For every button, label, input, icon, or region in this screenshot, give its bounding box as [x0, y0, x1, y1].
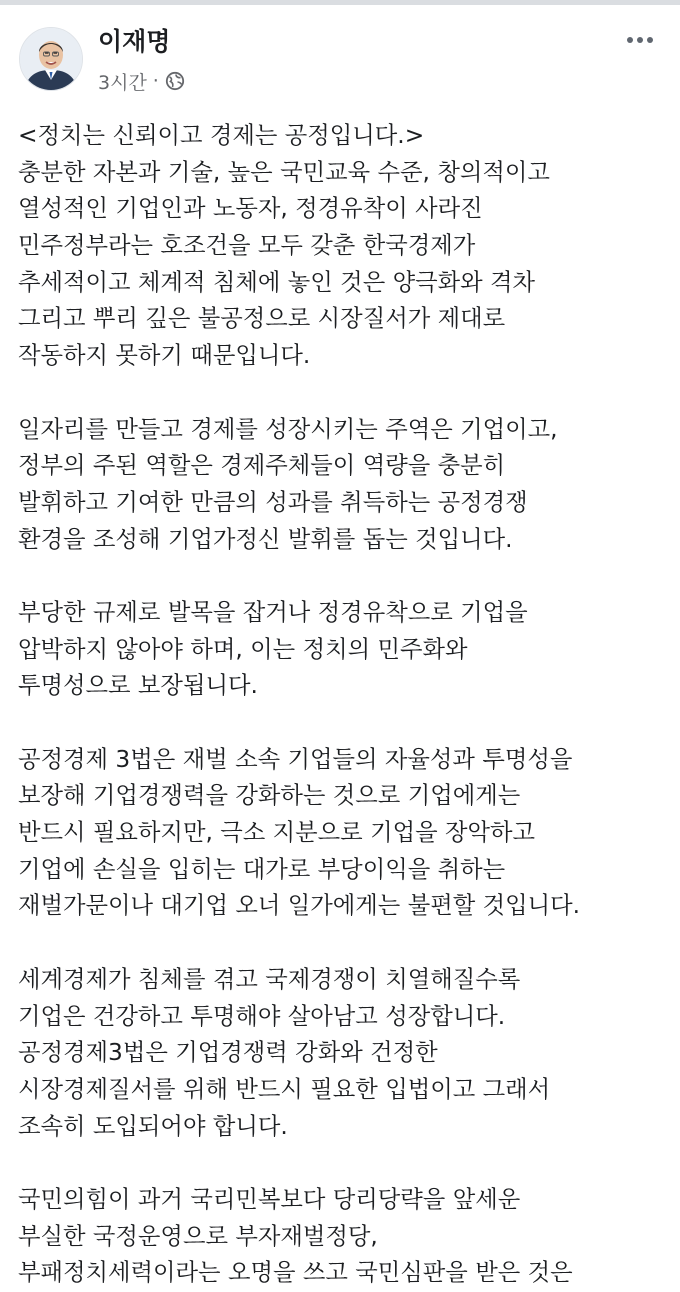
post-text-line: 발휘하고 기여한 만큼의 성과를 취득하는 공정경쟁 [18, 488, 528, 516]
paragraph-gap [18, 375, 680, 412]
author-avatar[interactable] [19, 27, 83, 91]
author-name[interactable]: 이재명 [98, 27, 171, 56]
meta-separator: · [152, 70, 159, 92]
more-options-icon[interactable] [620, 25, 660, 55]
post-meta [98, 68, 185, 94]
paragraph-gap [18, 705, 680, 742]
post-text-line: 보장해 기업경쟁력을 강화하는 것으로 기업에게는 [18, 782, 521, 810]
post-text-line: <정치는 신뢰이고 경제는 공정입니다.> [18, 122, 425, 149]
post-text-line: 공정경제 3법은 재벌 소속 기업들의 자율성과 투명성을 [18, 745, 573, 773]
post-text-line: 기업은 건강하고 투명해야 살아남고 성장합니다. [18, 1002, 506, 1030]
post-text-line: 부당한 규제로 발목을 잡거나 정경유착으로 기업을 [18, 598, 528, 626]
post-text-line: 충분한 자본과 기술, 높은 국민교육 수준, 창의적이고 [18, 158, 550, 186]
post-text-line: 투명성으로 보장됩니다. [18, 672, 258, 700]
post-text-line: 정부의 주된 역할은 경제주체들이 역량을 충분히 [18, 452, 506, 480]
post-text-line: 작동하지 못하기 때문입니다. [18, 342, 311, 370]
paragraph-gap [18, 925, 680, 962]
post-text-line: 압박하지 않아야 하며, 이는 정치의 민주화와 [18, 635, 468, 663]
post-timestamp[interactable]: 3시간 [98, 71, 147, 94]
post-text-line: 열성적인 기업인과 노동자, 정경유착이 사라진 [18, 195, 483, 223]
paragraph-gap [18, 1145, 680, 1182]
post-text-line: 국민의힘이 과거 국리민복보다 당리당략을 앞세운 [18, 1185, 521, 1213]
post-text-line: 그리고 뿌리 깊은 불공정으로 시장질서가 제대로 [18, 305, 506, 333]
post-text-line: 추세적이고 체계적 침체에 놓인 것은 양극화와 격차 [18, 268, 536, 296]
post-text [18, 118, 680, 1292]
post-header [0, 5, 680, 105]
post-text-line: 시장경제질서를 위해 반드시 필요한 입법이고 그래서 [18, 1075, 551, 1103]
more-dot [647, 37, 653, 43]
post-text-line: 공정경제3법은 기업경쟁력 강화와 건정한 [18, 1039, 438, 1067]
post-text-line: 환경을 조성해 기업가정신 발휘를 돕는 것입니다. [18, 525, 513, 553]
globe-icon[interactable] [165, 71, 185, 91]
paragraph-gap [18, 558, 680, 595]
post-text-line: 반드시 필요하지만, 극소 지분으로 기업을 장악하고 [18, 819, 536, 847]
post-text-line: 기업에 손실을 입히는 대가로 부당이익을 취하는 [18, 855, 506, 883]
post-text-line: 부실한 국정운영으로 부자재벌정당, [18, 1222, 378, 1250]
post-text-line: 민주정부라는 호조건을 모두 갖춘 한국경제가 [18, 232, 476, 260]
post-text-line: 조속히 도입되어야 합니다. [18, 1112, 288, 1140]
post-text-line: 일자리를 만들고 경제를 성장시키는 주역은 기업이고, [18, 415, 558, 443]
post-text-line: 재벌가문이나 대기업 오너 일가에게는 불편할 것입니다. [18, 892, 581, 920]
more-dot [637, 37, 643, 43]
post-text-line: 부패정치세력이라는 오명을 쓰고 국민심판을 받은 것은 [18, 1259, 573, 1287]
more-dot [627, 37, 633, 43]
post-text-line: 세계경제가 침체를 겪고 국제경쟁이 치열해질수록 [18, 965, 521, 993]
profile-photo-icon [20, 28, 82, 90]
